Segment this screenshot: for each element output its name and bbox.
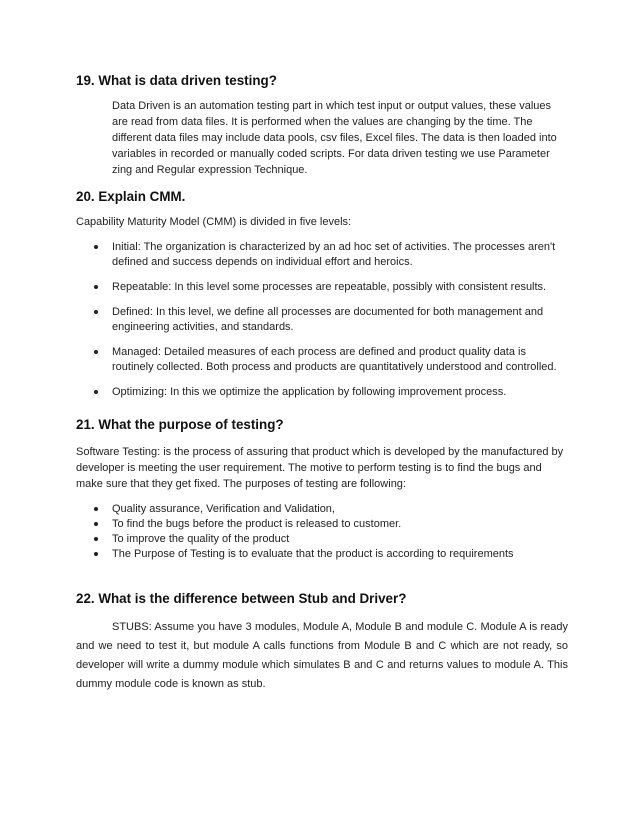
heading-q20: 20. Explain CMM. xyxy=(76,189,186,204)
list-item: Repeatable: In this level some processes are repeatable, possibly with consistent results. xyxy=(76,280,568,295)
cmm-levels-list xyxy=(76,240,568,400)
list-item: Defined: In this level, we define all processes are documented for both management and engineering activities, and standards. xyxy=(76,305,568,335)
list-item: To improve the quality of the product xyxy=(76,532,568,547)
paragraph-testing-purpose: Software Testing: is the process of assuring that product which is developed by the manufactured by developer is meeting the user requirement. The motive to perform testing is to find the bugs and make sure that they get fixed. The purposes of testing are following: xyxy=(76,446,564,490)
paragraph-data-driven-testing: Data Driven is an automation testing part in which test input or output values, these values are read from data files. It is performed when the values are changing by the time. The different data files may include data pools, csv files, Excel files. The data is then loaded into variables in recorded or manually coded scripts. For data driven testing we use Parameter zing and Regular expression Technique. xyxy=(112,100,557,176)
list-item: The Purpose of Testing is to evaluate that the product is according to requirements xyxy=(76,547,568,562)
list-item: Initial: The organization is characterized by an ad hoc set of activities. The processes aren't defined and success depends on individual effort and heroics. xyxy=(76,240,568,270)
paragraph-cmm-intro: Capability Maturity Model (CMM) is divided in five levels: xyxy=(76,216,352,228)
heading-q19: 19. What is data driven testing? xyxy=(76,73,277,88)
list-item: To find the bugs before the product is released to customer. xyxy=(76,517,568,532)
testing-purposes-list xyxy=(76,502,568,562)
heading-q22: 22. What is the difference between Stub and Driver? xyxy=(76,591,407,606)
list-item: Optimizing: In this we optimize the application by following improvement process. xyxy=(76,385,568,400)
paragraph-stubs: STUBS: Assume you have 3 modules, Module A, Module B and module C. Module A is ready and we need to test it, but module A calls functions from Module B and C which are not ready, so developer will write a dummy module which simulates B and C and returns values to module A. This dummy module code is known as stub. xyxy=(76,621,568,690)
heading-q21: 21. What the purpose of testing? xyxy=(76,417,284,432)
list-item: Managed: Detailed measures of each process are defined and product quality data is routinely collected. Both process and products are quantitatively understood and controlled. xyxy=(76,345,568,375)
list-item: Quality assurance, Verification and Validation, xyxy=(76,502,568,517)
